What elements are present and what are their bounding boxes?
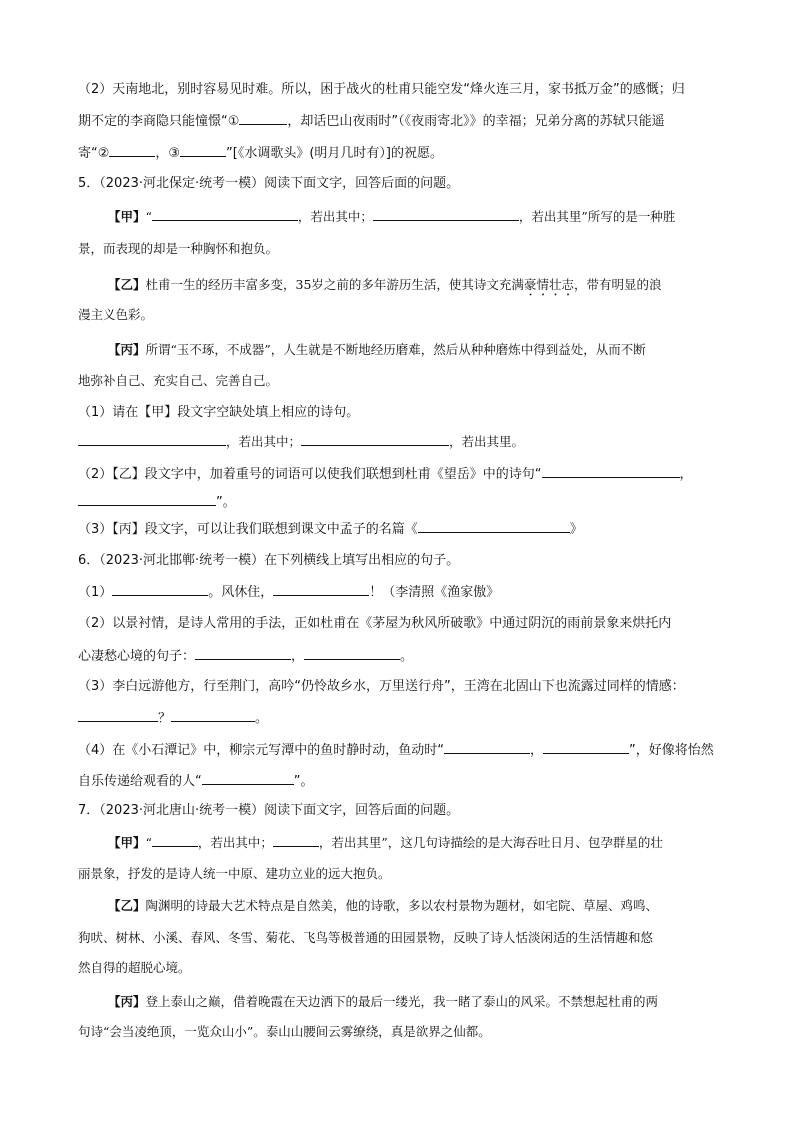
sub-question: ， xyxy=(679,467,693,482)
q5-sub-2-line-1 xyxy=(78,464,693,485)
answer-blank[interactable] xyxy=(195,646,291,660)
answer-blank[interactable] xyxy=(109,143,155,157)
answer-blank[interactable] xyxy=(543,740,629,754)
passage-text: 句诗“会当凌绝顶，一览众山小”。泰山山腰间云雾缭绕，真是欲界之仙都。 xyxy=(78,1024,491,1039)
answer-blank[interactable] xyxy=(202,771,294,785)
q5-bing-line-2 xyxy=(78,371,278,391)
sub-question: ！（李清照《渔家傲》 xyxy=(369,585,500,600)
q4-text: 期不定的李商隐只能憧憬“① xyxy=(78,114,240,129)
passage-text: 杜甫一生的经历丰富多变，35岁之前的多年游历生活，使其诗文充满 xyxy=(145,277,524,292)
sub-question: （2）【乙】段文字中，加着重号的词语可以使我们联想到杜甫《望岳》中的诗句“ xyxy=(78,467,542,482)
answer-blank[interactable] xyxy=(373,207,519,221)
q7-yi-line-3 xyxy=(78,958,191,978)
q5-jia-line-2 xyxy=(78,239,278,259)
answer-blank[interactable] xyxy=(152,207,298,221)
sub-question: ”，好像将怡然 xyxy=(629,743,714,758)
answer-blank[interactable] xyxy=(78,432,226,446)
answer-text: ，若出其里。 xyxy=(449,434,525,449)
answer-blank[interactable] xyxy=(239,111,287,125)
q4-text: ”[《水调歌头》(明月几时有）]的祝愿。 xyxy=(226,146,443,161)
passage-text: ，若出其里”所写的是一种胜 xyxy=(518,209,676,224)
q6-sub-1 xyxy=(78,582,499,603)
section-label-yi: 【乙】 xyxy=(108,898,146,913)
passage-text: 漫主义色彩。 xyxy=(78,307,154,322)
answer-blank[interactable] xyxy=(418,519,570,533)
q7-bing-line-2 xyxy=(78,1022,491,1042)
emphasized-phrase: 豪情壮志 xyxy=(523,277,574,292)
answer-blank[interactable] xyxy=(78,708,158,722)
q5-yi-line-1 xyxy=(108,275,661,299)
q4-text: 寄“② xyxy=(78,146,110,161)
passage-text: ，若出其里”，这几句诗描绘的是大海吞吐日月、包孕群星的壮 xyxy=(318,835,663,850)
sub-question: ”。 xyxy=(293,774,314,789)
q4-text: ，却话巴山夜雨时”（《夜雨寄北》》的幸福；兄弟分离的苏轼只能遥 xyxy=(287,114,665,129)
passage-text: ，若出其中； xyxy=(297,209,373,224)
sub-question: ， xyxy=(291,649,305,664)
q5-heading xyxy=(78,174,459,194)
q4-line-1 xyxy=(78,80,685,100)
answer-blank[interactable] xyxy=(152,833,198,847)
passage-text: “ xyxy=(145,209,152,224)
passage-text: 狗吠、树林、小溪、春风、冬雪、菊花、飞鸟等极普通的田园景物，反映了诗人恬淡闲适的生活情趣和悠 xyxy=(78,930,654,945)
sub-question: （1）请在【甲】段文字空缺处填上相应的诗句。 xyxy=(78,405,360,420)
q6-sub-4-line-1 xyxy=(78,740,714,761)
passage-text: 丽景象，抒发的是诗人统一中原、建功立业的远大抱负。 xyxy=(78,866,391,881)
q7-yi-line-1 xyxy=(108,896,658,916)
answer-blank[interactable] xyxy=(273,833,319,847)
sub-question: （3）李白远游他方，行至荆门，高吟“仍怜故乡水，万里送行舟”，王湾在北固山下也流露过同样的情感： xyxy=(78,679,685,694)
q7-bing-line-1 xyxy=(108,992,658,1012)
q5-sub-2-line-2 xyxy=(78,492,236,513)
section-label-yi: 【乙】 xyxy=(108,277,146,292)
passage-text: 所谓“玉不琢，不成器”，人生就是不断地经历磨难，然后从种种磨炼中得到益处，从而不断 xyxy=(145,342,646,357)
q6-heading xyxy=(78,551,459,571)
sub-question: 》 xyxy=(569,522,583,537)
sub-question: 自乐传递给观看的人“ xyxy=(78,774,202,789)
section-label-jia: 【甲】 xyxy=(108,835,146,850)
q5-bing-line-1 xyxy=(108,340,646,360)
q4-line-3 xyxy=(78,143,443,164)
q5-sub-1-answer xyxy=(78,432,524,453)
sub-question: （4）在《小石潭记》中，柳宗元写潭中的鱼时静时动，鱼动时“ xyxy=(78,743,445,758)
question-heading: 7．（2023·河北唐山·统考一模）阅读下面文字，回答后面的问题。 xyxy=(78,803,460,818)
q5-jia-line-1 xyxy=(108,207,675,227)
q6-sub-3-line-2 xyxy=(78,708,268,729)
passage-text: 地弥补自己、充实自己、完善自己。 xyxy=(78,373,279,388)
q5-sub-1 xyxy=(78,403,359,423)
answer-blank[interactable] xyxy=(444,740,530,754)
answer-blank[interactable] xyxy=(301,432,449,446)
q6-sub-4-line-2 xyxy=(78,771,314,792)
q7-heading xyxy=(78,801,459,821)
sub-question: （2）以景衬情，是诗人常用的手法，正如杜甫在《茅屋为秋风所破歌》中通过阴沉的雨前景象来烘托内 xyxy=(78,616,672,631)
passage-text: 登上泰山之巅，借着晚霞在天边洒下的最后一缕光，我一睹了泰山的风采。不禁想起杜甫的两 xyxy=(145,994,659,1009)
passage-text: 然自得的超脱心境。 xyxy=(78,960,191,975)
passage-text: 陶渊明的诗最大艺术特点是自然美，他的诗歌，多以农村景物为题材，如宅院、草屋、鸡鸣、 xyxy=(145,898,659,913)
section-label-bing: 【丙】 xyxy=(108,994,146,1009)
q5-sub-3 xyxy=(78,519,583,540)
question-heading: 5．（2023·河北保定·统考一模）阅读下面文字，回答后面的问题。 xyxy=(78,176,460,191)
passage-text: ，带有明显的浪 xyxy=(573,277,662,292)
sub-question: ， xyxy=(530,743,544,758)
q7-jia-line-1 xyxy=(108,833,663,853)
answer-blank[interactable] xyxy=(78,492,216,506)
sub-question: 心凄愁心境的句子： xyxy=(78,649,196,664)
passage-text: 景，而表现的却是一种胸怀和抱负。 xyxy=(78,241,279,256)
q6-sub-3-line-1 xyxy=(78,677,685,697)
q4-text: ，③ xyxy=(155,146,181,161)
sub-question: 。风休住， xyxy=(208,585,274,600)
q6-sub-2-line-2 xyxy=(78,646,413,667)
answer-blank[interactable] xyxy=(542,464,680,478)
section-label-jia: 【甲】 xyxy=(108,209,146,224)
q7-jia-line-2 xyxy=(78,864,391,884)
answer-blank[interactable] xyxy=(273,582,369,596)
q4-line-2 xyxy=(78,111,665,132)
answer-blank[interactable] xyxy=(180,143,226,157)
sub-question: 。 xyxy=(400,649,414,664)
q4-text: （2）天南地北，别时容易见时难。所以，困于战火的杜甫只能空发“烽火连三月，家书抵万金”的感慨；归 xyxy=(78,82,685,97)
passage-text: ，若出其中； xyxy=(197,835,273,850)
sub-question: 。 xyxy=(255,711,269,726)
passage-text: “ xyxy=(145,835,152,850)
sub-question: （1） xyxy=(78,585,113,600)
q5-yi-line-2 xyxy=(78,305,153,325)
q6-sub-2-line-1 xyxy=(78,614,671,634)
answer-blank[interactable] xyxy=(171,708,255,722)
answer-text: ，若出其中； xyxy=(226,434,302,449)
sub-question: ”。 xyxy=(216,495,236,510)
answer-blank[interactable] xyxy=(304,646,400,660)
section-label-bing: 【丙】 xyxy=(108,342,146,357)
sub-question: ？ xyxy=(158,711,172,726)
answer-blank[interactable] xyxy=(112,582,208,596)
sub-question: （3）【丙】段文字，可以让我们联想到课文中孟子的名篇《 xyxy=(78,522,418,537)
q7-yi-line-2 xyxy=(78,928,653,948)
question-heading: 6．（2023·河北邯郸·统考一模）在下列横线上填写出相应的句子。 xyxy=(78,553,460,568)
